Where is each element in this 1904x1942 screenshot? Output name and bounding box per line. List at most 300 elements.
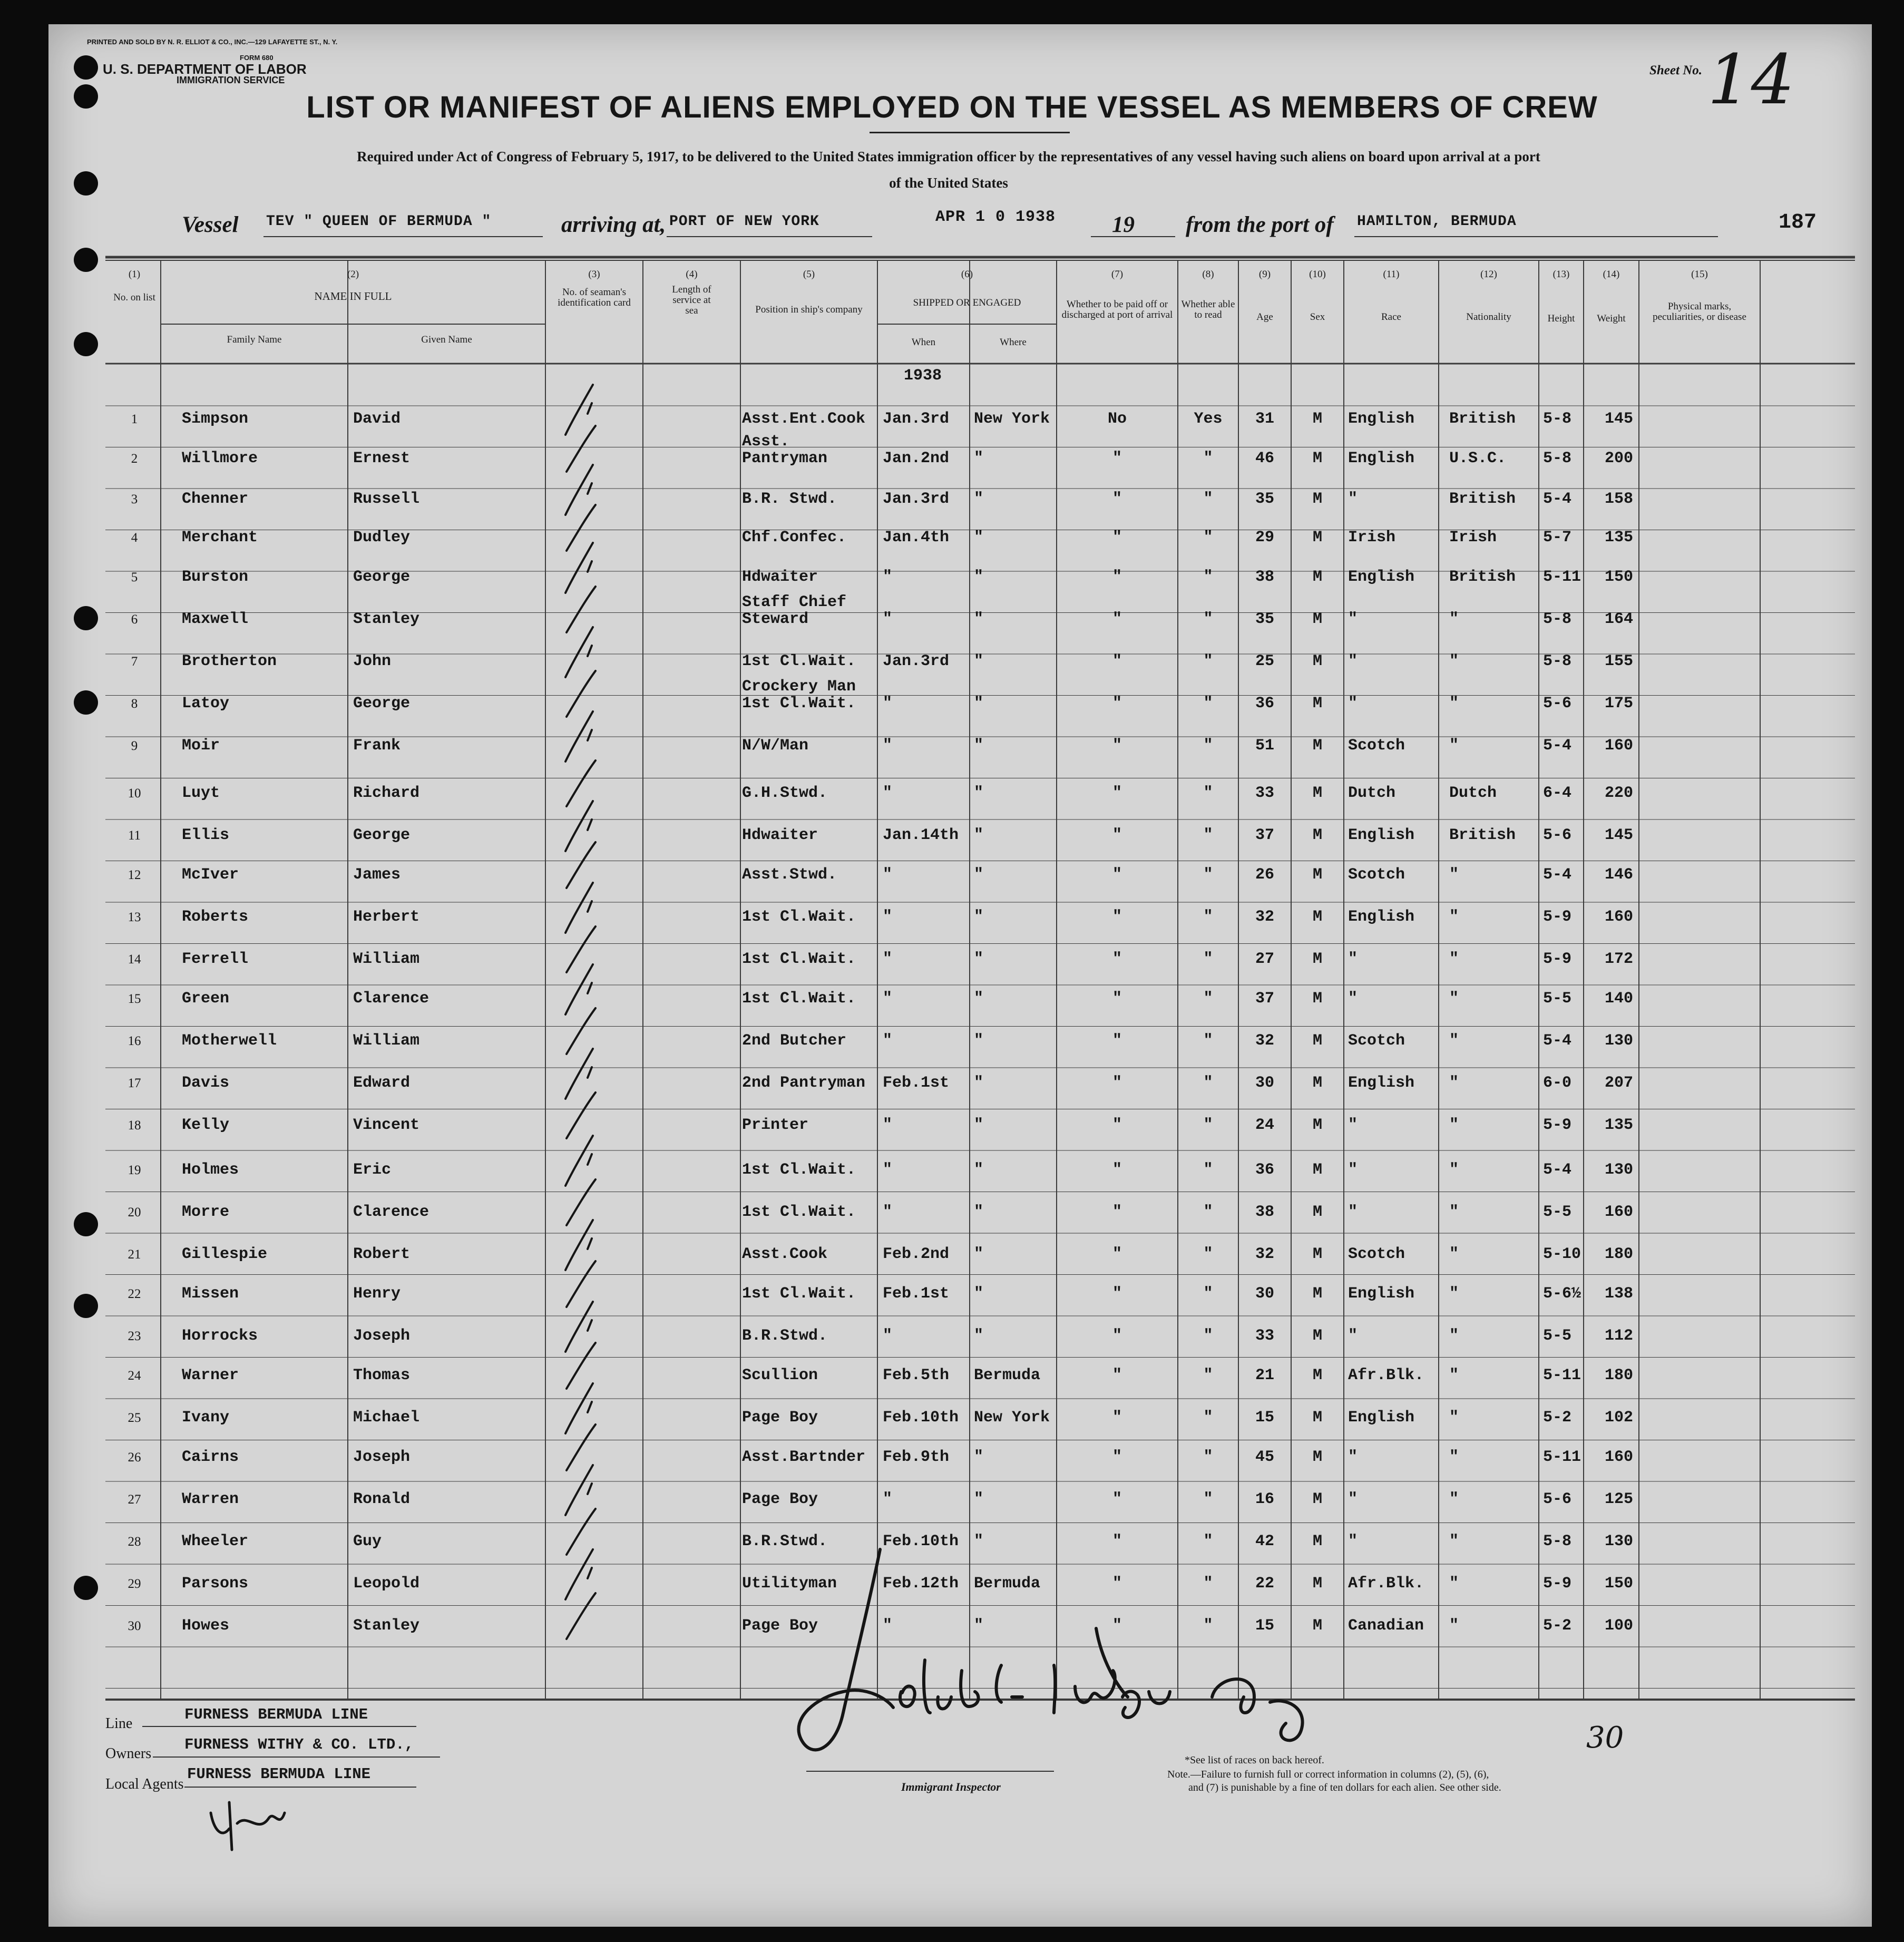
age: 37 xyxy=(1255,826,1274,844)
nationality: U.S.C. xyxy=(1449,450,1507,467)
given-name: Vincent xyxy=(353,1116,420,1134)
age: 29 xyxy=(1255,529,1274,547)
shipped-where: " xyxy=(974,1116,984,1134)
family-name: Missen xyxy=(182,1285,239,1303)
line-value: FURNESS BERMUDA LINE xyxy=(184,1706,368,1723)
nationality: " xyxy=(1449,1074,1459,1092)
able-to-read: " xyxy=(1203,737,1213,755)
paid-off: " xyxy=(1112,737,1122,755)
row-number: 6 xyxy=(131,612,138,627)
weight: 160 xyxy=(1605,908,1634,926)
position: B.R.Stwd. xyxy=(742,1327,828,1345)
given-name: Stanley xyxy=(353,1617,420,1635)
shipped-where: Bermuda xyxy=(974,1575,1041,1593)
row-number: 29 xyxy=(128,1577,141,1591)
given-name: Leopold xyxy=(353,1575,420,1593)
given-name: Edward xyxy=(353,1074,411,1092)
given-name: Stanley xyxy=(353,610,420,628)
shipped-when: Feb.12th xyxy=(883,1575,959,1593)
race: Canadian xyxy=(1348,1617,1424,1635)
nationality: " xyxy=(1449,1327,1459,1345)
row-number: 2 xyxy=(131,452,138,466)
age: 31 xyxy=(1255,410,1274,428)
form-number: FORM 680 xyxy=(240,54,274,62)
arriving-label: arriving at, xyxy=(561,212,666,237)
family-name: Kelly xyxy=(182,1116,230,1134)
shipped-where: " xyxy=(974,1448,984,1466)
shipped-where: " xyxy=(974,450,984,467)
row-number: 20 xyxy=(128,1205,141,1219)
age: 30 xyxy=(1255,1074,1274,1092)
weight: 160 xyxy=(1605,1203,1634,1221)
row-number: 23 xyxy=(128,1329,141,1343)
agents-rule xyxy=(184,1787,416,1788)
page-title: LIST OR MANIFEST OF ALIENS EMPLOYED ON THE VESSEL AS MEMBERS OF CREW xyxy=(306,90,1598,124)
agents-label: Local Agents xyxy=(105,1776,184,1792)
race: " xyxy=(1348,652,1358,670)
race: English xyxy=(1348,1409,1415,1427)
race: Afr.Blk. xyxy=(1348,1575,1424,1593)
row-number: 18 xyxy=(128,1118,141,1133)
able-to-read: " xyxy=(1203,529,1213,547)
sex: M xyxy=(1312,652,1322,670)
height: 5-6 xyxy=(1543,1490,1572,1508)
nationality: Dutch xyxy=(1449,784,1497,802)
race: " xyxy=(1348,1203,1358,1221)
family-name: Howes xyxy=(182,1617,230,1635)
given-name: David xyxy=(353,410,401,428)
row-number: 24 xyxy=(128,1369,141,1383)
weight: 130 xyxy=(1605,1032,1634,1050)
family-name: Gillespie xyxy=(182,1245,268,1263)
able-to-read: " xyxy=(1203,695,1213,713)
position-line-2: Pantryman xyxy=(742,450,828,467)
sex: M xyxy=(1312,1533,1322,1550)
given-name: George xyxy=(353,695,411,713)
nationality: British xyxy=(1449,826,1516,844)
position: 1st Cl.Wait. xyxy=(742,990,856,1008)
height: 5-8 xyxy=(1543,450,1572,467)
age: 42 xyxy=(1255,1533,1274,1550)
col-header-race: Race xyxy=(1381,311,1401,323)
col-header-read: Whether able to read xyxy=(1181,299,1235,320)
height: 5-4 xyxy=(1543,866,1572,884)
nationality: British xyxy=(1449,410,1516,428)
col-header-where: Where xyxy=(1000,337,1027,348)
family-name: Ellis xyxy=(182,826,230,844)
col-num-13: (13) xyxy=(1553,269,1570,280)
col-header-number: No. on list xyxy=(113,292,155,303)
nationality: " xyxy=(1449,950,1459,968)
height: 5-8 xyxy=(1543,610,1572,628)
sex: M xyxy=(1312,1490,1322,1508)
nationality: " xyxy=(1449,1203,1459,1221)
nationality: " xyxy=(1449,1285,1459,1303)
sex: M xyxy=(1312,950,1322,968)
age: 38 xyxy=(1255,568,1274,586)
shipped-when: Feb.1st xyxy=(883,1285,950,1303)
position: Crockery Man xyxy=(742,678,856,696)
race: " xyxy=(1348,1116,1358,1134)
row-number: 25 xyxy=(128,1411,141,1425)
paid-off: " xyxy=(1112,866,1122,884)
race: Scotch xyxy=(1348,1032,1405,1050)
row-number: 4 xyxy=(131,531,138,545)
age: 32 xyxy=(1255,1245,1274,1263)
height: 5-8 xyxy=(1543,410,1572,428)
position: B.R. Stwd. xyxy=(742,490,837,508)
col-header-age: Age xyxy=(1256,311,1273,323)
paid-off: No xyxy=(1107,410,1127,428)
row-number: 12 xyxy=(128,868,141,882)
position: Scullion xyxy=(742,1367,818,1384)
race: Afr.Blk. xyxy=(1348,1367,1424,1384)
race: " xyxy=(1348,490,1358,508)
race: English xyxy=(1348,826,1415,844)
race: Scotch xyxy=(1348,866,1405,884)
shipped-where: " xyxy=(974,866,984,884)
age: 15 xyxy=(1255,1409,1274,1427)
sex: M xyxy=(1312,1074,1322,1092)
row-number: 13 xyxy=(128,910,141,924)
nationality: " xyxy=(1449,1617,1459,1635)
owners-value: FURNESS WITHY & CO. LTD., xyxy=(184,1736,414,1753)
owners-label: Owners xyxy=(105,1745,152,1762)
position: 1st Cl.Wait. xyxy=(742,1161,856,1179)
paid-off: " xyxy=(1112,1161,1122,1179)
sex: M xyxy=(1312,826,1322,844)
height: 5-5 xyxy=(1543,990,1572,1008)
height: 5-6 xyxy=(1543,695,1572,713)
able-to-read: " xyxy=(1203,1490,1213,1508)
shipped-where: " xyxy=(974,908,984,926)
shipped-when: " xyxy=(883,784,893,802)
sex: M xyxy=(1312,1116,1322,1134)
position: G.H.Stwd. xyxy=(742,784,828,802)
service: IMMIGRATION SERVICE xyxy=(177,75,285,85)
able-to-read: " xyxy=(1203,490,1213,508)
age: 37 xyxy=(1255,990,1274,1008)
race: " xyxy=(1348,950,1358,968)
shipped-where: " xyxy=(974,826,984,844)
family-name: Warren xyxy=(182,1490,239,1508)
position: Staff Chief xyxy=(742,593,847,611)
row-number: 10 xyxy=(128,786,141,801)
shipped-where: " xyxy=(974,1074,984,1092)
paid-off: " xyxy=(1112,784,1122,802)
paid-off: " xyxy=(1112,1245,1122,1263)
weight: 164 xyxy=(1605,610,1634,628)
height: 5-5 xyxy=(1543,1327,1572,1345)
paid-off: " xyxy=(1112,610,1122,628)
able-to-read: " xyxy=(1203,1533,1213,1550)
age: 38 xyxy=(1255,1203,1274,1221)
able-to-read: " xyxy=(1203,1032,1213,1050)
shipped-where: " xyxy=(974,950,984,968)
position: 1st Cl.Wait. xyxy=(742,652,856,670)
position: Asst.Bartnder xyxy=(742,1448,866,1466)
age: 32 xyxy=(1255,1032,1274,1050)
row-number: 21 xyxy=(128,1247,141,1262)
weight: 150 xyxy=(1605,568,1634,586)
age: 35 xyxy=(1255,610,1274,628)
given-name: Joseph xyxy=(353,1448,411,1466)
given-name: Clarence xyxy=(353,1203,429,1221)
row-number: 17 xyxy=(128,1076,141,1090)
paid-off: " xyxy=(1112,950,1122,968)
row-number: 15 xyxy=(128,992,141,1006)
col-num-9: (9) xyxy=(1258,269,1271,280)
shipped-when: Feb.9th xyxy=(883,1448,950,1466)
col-header-service: Length of service at sea xyxy=(672,284,711,316)
sheet-number: 14 xyxy=(1707,40,1795,120)
given-name: William xyxy=(353,950,420,968)
height: 5-8 xyxy=(1543,1533,1572,1550)
initials-mark xyxy=(200,1797,295,1855)
position: Page Boy xyxy=(742,1490,818,1508)
given-name: Frank xyxy=(353,737,401,755)
race: " xyxy=(1348,1327,1358,1345)
penalty-note-1: Note.—Failure to furnish full or correct information in columns (2), (5), (6), xyxy=(1167,1769,1489,1780)
given-name: Ronald xyxy=(353,1490,411,1508)
weight: 180 xyxy=(1605,1245,1634,1263)
paid-off: " xyxy=(1112,990,1122,1008)
shipped-when: " xyxy=(883,866,893,884)
row-number: 1 xyxy=(131,412,138,426)
height: 5-4 xyxy=(1543,1032,1572,1050)
sex: M xyxy=(1312,1285,1322,1303)
col-num-7: (7) xyxy=(1111,269,1124,280)
weight: 140 xyxy=(1605,990,1634,1008)
age: 36 xyxy=(1255,1161,1274,1179)
paid-off: " xyxy=(1112,1285,1122,1303)
age: 22 xyxy=(1255,1575,1274,1593)
shipped-where: " xyxy=(974,610,984,628)
owners-rule xyxy=(153,1756,440,1758)
shipped-when: " xyxy=(883,990,893,1008)
year-label: 19 xyxy=(1112,212,1135,237)
position: 1st Cl.Wait. xyxy=(742,1285,856,1303)
weight: 200 xyxy=(1605,450,1634,467)
weight: 180 xyxy=(1605,1367,1634,1384)
col-num-14: (14) xyxy=(1603,269,1620,280)
given-name: Clarence xyxy=(353,990,429,1008)
family-name: Brotherton xyxy=(182,652,277,670)
nationality: Irish xyxy=(1449,529,1497,547)
height: 5-8 xyxy=(1543,652,1572,670)
able-to-read: " xyxy=(1203,1617,1213,1635)
weight: 135 xyxy=(1605,529,1634,547)
given-name: George xyxy=(353,568,411,586)
nationality: British xyxy=(1449,568,1516,586)
row-number: 30 xyxy=(128,1619,141,1633)
paid-off: " xyxy=(1112,568,1122,586)
age: 15 xyxy=(1255,1617,1274,1635)
family-name: Morre xyxy=(182,1203,230,1221)
paid-off: " xyxy=(1112,1032,1122,1050)
height: 6-0 xyxy=(1543,1074,1572,1092)
position: Asst. xyxy=(742,433,790,451)
family-name: Wheeler xyxy=(182,1533,249,1550)
col-num-11: (11) xyxy=(1383,269,1400,280)
nationality: " xyxy=(1449,1575,1459,1593)
row-number: 7 xyxy=(131,655,138,669)
paid-off: " xyxy=(1112,652,1122,670)
position: N/W/Man xyxy=(742,737,809,755)
col-header-family: Family Name xyxy=(227,334,282,345)
able-to-read: Yes xyxy=(1194,410,1223,428)
vessel-label: Vessel xyxy=(182,212,239,237)
race: Dutch xyxy=(1348,784,1396,802)
weight: 130 xyxy=(1605,1533,1634,1550)
position: Printer xyxy=(742,1116,809,1134)
paid-off: " xyxy=(1112,529,1122,547)
age: 25 xyxy=(1255,652,1274,670)
shipped-where: " xyxy=(974,652,984,670)
shipped-when: " xyxy=(883,1116,893,1134)
shipped-when: Jan.2nd xyxy=(883,450,950,467)
inspector-signature xyxy=(780,1539,1349,1781)
shipped-when: " xyxy=(883,737,893,755)
nationality: " xyxy=(1449,990,1459,1008)
able-to-read: " xyxy=(1203,1161,1213,1179)
family-name: Burston xyxy=(182,568,249,586)
weight: 102 xyxy=(1605,1409,1634,1427)
col-num-2: (2) xyxy=(347,269,359,280)
weight: 160 xyxy=(1605,1448,1634,1466)
shipped-where: " xyxy=(974,529,984,547)
able-to-read: " xyxy=(1203,1367,1213,1384)
given-name: Robert xyxy=(353,1245,411,1263)
family-name: McIver xyxy=(182,866,239,884)
date-stamp: APR 1 0 1938 xyxy=(935,208,1056,226)
able-to-read: " xyxy=(1203,784,1213,802)
row-number: 27 xyxy=(128,1492,141,1507)
able-to-read: " xyxy=(1203,1245,1213,1263)
col-num-5: (5) xyxy=(803,269,815,280)
family-name: Warner xyxy=(182,1367,239,1384)
height: 6-4 xyxy=(1543,784,1572,802)
col-num-6: (6) xyxy=(961,269,973,280)
shipped-where: " xyxy=(974,695,984,713)
nationality: " xyxy=(1449,1161,1459,1179)
col-header-id-card: No. of seaman's identification card xyxy=(558,287,631,308)
paid-off: " xyxy=(1112,1448,1122,1466)
family-name: Luyt xyxy=(182,784,220,802)
paid-off: " xyxy=(1112,695,1122,713)
weight: 112 xyxy=(1605,1327,1634,1345)
shipped-where: " xyxy=(974,1161,984,1179)
sex: M xyxy=(1312,1327,1322,1345)
family-name: Moir xyxy=(182,737,220,755)
row-number: 26 xyxy=(128,1450,141,1465)
weight: 146 xyxy=(1605,866,1634,884)
sex: M xyxy=(1312,990,1322,1008)
weight: 207 xyxy=(1605,1074,1634,1092)
height: 5-11 xyxy=(1543,1367,1581,1384)
nationality: " xyxy=(1449,695,1459,713)
race: English xyxy=(1348,1074,1415,1092)
col-header-name: NAME IN FULL xyxy=(314,290,392,302)
race: " xyxy=(1348,1533,1358,1550)
shipped-when: Jan.3rd xyxy=(883,490,950,508)
shipped-where: " xyxy=(974,784,984,802)
paid-off: " xyxy=(1112,1490,1122,1508)
page-number: 187 xyxy=(1779,211,1817,235)
position: Utilityman xyxy=(742,1575,837,1593)
age: 46 xyxy=(1255,450,1274,467)
position: 1st Cl.Wait. xyxy=(742,1203,856,1221)
col-header-weight: Weight xyxy=(1597,313,1626,324)
sex: M xyxy=(1312,1367,1322,1384)
able-to-read: " xyxy=(1203,826,1213,844)
paid-off: " xyxy=(1112,1203,1122,1221)
shipped-when: Jan.3rd xyxy=(883,410,950,428)
row-number: 19 xyxy=(128,1163,141,1177)
shipped-where: " xyxy=(974,1245,984,1263)
races-note: *See list of races on back hereof. xyxy=(1185,1754,1324,1766)
age: 33 xyxy=(1255,784,1274,802)
shipped-when: Feb.2nd xyxy=(883,1245,950,1263)
shipped-where: " xyxy=(974,568,984,586)
able-to-read: " xyxy=(1203,866,1213,884)
position: Asst.Ent.Cook xyxy=(742,410,866,428)
vessel-name: TEV " QUEEN OF BERMUDA " xyxy=(266,213,492,230)
age: 24 xyxy=(1255,1116,1274,1134)
weight: 175 xyxy=(1605,695,1634,713)
shipped-when: Feb.5th xyxy=(883,1367,950,1384)
col-header-shipped: SHIPPED OR ENGAGED xyxy=(913,297,1021,308)
given-name: Michael xyxy=(353,1409,420,1427)
able-to-read: " xyxy=(1203,1409,1213,1427)
nationality: " xyxy=(1449,1032,1459,1050)
age: 32 xyxy=(1255,908,1274,926)
shipped-where: " xyxy=(974,1533,984,1550)
shipped-when: " xyxy=(883,1161,893,1179)
shipped-when: Feb.1st xyxy=(883,1074,950,1092)
able-to-read: " xyxy=(1203,1074,1213,1092)
paid-off: " xyxy=(1112,1367,1122,1384)
position: 1st Cl.Wait. xyxy=(742,950,856,968)
position: Hdwaiter xyxy=(742,568,818,586)
age: 21 xyxy=(1255,1367,1274,1384)
height: 5-10 xyxy=(1543,1245,1581,1263)
col-header-sex: Sex xyxy=(1310,311,1325,323)
race: Scotch xyxy=(1348,1245,1405,1263)
nationality: " xyxy=(1449,1533,1459,1550)
shipped-where: " xyxy=(974,1617,984,1635)
race: English xyxy=(1348,410,1415,428)
sex: M xyxy=(1312,410,1322,428)
age: 16 xyxy=(1255,1490,1274,1508)
position: Hdwaiter xyxy=(742,826,818,844)
given-name: Eric xyxy=(353,1161,392,1179)
position: Page Boy xyxy=(742,1409,818,1427)
position: 2nd Butcher xyxy=(742,1032,847,1050)
nationality: " xyxy=(1449,1116,1459,1134)
sex: M xyxy=(1312,784,1322,802)
shipped-when: " xyxy=(883,1032,893,1050)
shipped-where: " xyxy=(974,1032,984,1050)
nationality: " xyxy=(1449,1448,1459,1466)
family-name: Merchant xyxy=(182,529,258,547)
given-name: Henry xyxy=(353,1285,401,1303)
family-name: Simpson xyxy=(182,410,249,428)
race: " xyxy=(1348,1448,1358,1466)
sex: M xyxy=(1312,490,1322,508)
row-number: 9 xyxy=(131,739,138,753)
shipped-where: " xyxy=(974,1490,984,1508)
